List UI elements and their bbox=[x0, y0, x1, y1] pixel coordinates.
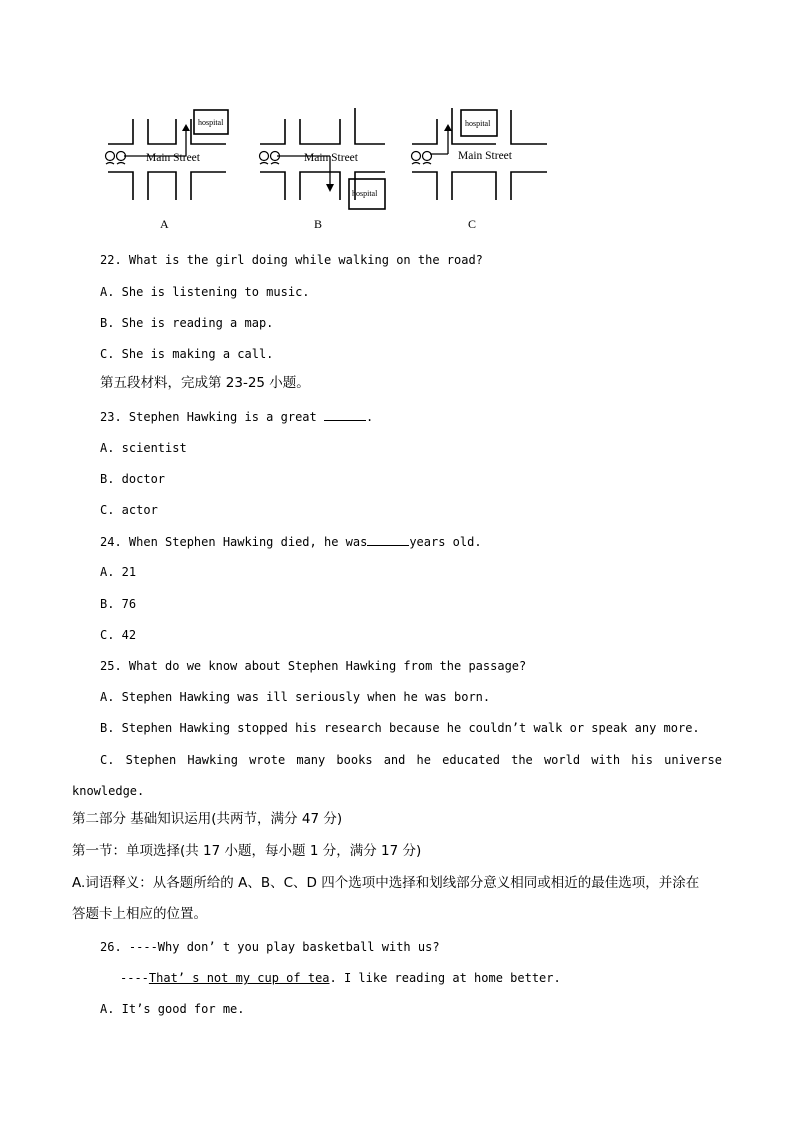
q23-option-b: B. doctor bbox=[100, 472, 166, 486]
arrow-up-icon bbox=[444, 124, 452, 131]
arrow-up-icon bbox=[182, 124, 190, 131]
q25-option-a: A. Stephen Hawking was ill seriously when he was born. bbox=[100, 690, 491, 704]
q22-option-c: C. She is making a call. bbox=[100, 347, 274, 361]
q25-option-c-continued: knowledge. bbox=[72, 784, 145, 798]
answer-blank bbox=[324, 408, 366, 421]
question-26: 26. ----Why don’ t you play basketball with us? bbox=[100, 940, 440, 954]
street-label-a: Main Street bbox=[146, 152, 200, 164]
instruction-line-1: A.词语释义：从各题所给的 A、B、C、D 四个选项中选择和划线部分意义相同或相近的最佳选项，并涂在 bbox=[72, 875, 700, 891]
question-23: 23. Stephen Hawking is a great . bbox=[100, 410, 374, 424]
street-label-c: Main Street bbox=[458, 150, 512, 162]
q25-option-c: C. Stephen Hawking wrote many books and he educated the world with his universe bbox=[100, 753, 722, 767]
hospital-label-b: hospital bbox=[352, 189, 378, 198]
option-label-c: C bbox=[468, 217, 477, 231]
q23-option-c: C. actor bbox=[100, 503, 158, 517]
street-label-b: Main Street bbox=[304, 152, 358, 164]
people-icon bbox=[260, 152, 280, 165]
hospital-label-a: hospital bbox=[198, 118, 224, 127]
section-5-heading: 第五段材料，完成第 23-25 小题。 bbox=[100, 375, 310, 391]
underlined-phrase: That’ s not my cup of tea bbox=[148, 971, 330, 985]
q24-option-a: A. 21 bbox=[100, 565, 137, 579]
q26-reply: ----That’ s not my cup of tea. I like reading at home better. bbox=[120, 971, 561, 985]
question-25: 25. What do we know about Stephen Hawking from the passage? bbox=[100, 659, 527, 673]
answer-blank bbox=[367, 533, 409, 546]
part-2-heading: 第二部分 基础知识运用(共两节，满分 47 分) bbox=[72, 811, 343, 827]
people-icon bbox=[412, 152, 432, 165]
people-icon bbox=[106, 152, 126, 165]
arrow-down-icon bbox=[326, 184, 334, 192]
map-figures bbox=[100, 104, 560, 234]
question-24: 24. When Stephen Hawking died, he was years old. bbox=[100, 535, 482, 549]
q22-option-b: B. She is reading a map. bbox=[100, 316, 274, 330]
option-label-a: A bbox=[160, 217, 169, 231]
q24-option-b: B. 76 bbox=[100, 597, 137, 611]
q23-option-a: A. scientist bbox=[100, 441, 187, 455]
question-22: 22. What is the girl doing while walking on the road? bbox=[100, 253, 483, 267]
q25-option-b: B. Stephen Hawking stopped his research because he couldn’t walk or speak any more. bbox=[100, 721, 700, 735]
section-1-heading: 第一节：单项选择(共 17 小题，每小题 1 分，满分 17 分) bbox=[72, 843, 422, 859]
q26-option-a: A. It’s good for me. bbox=[100, 1002, 245, 1016]
hospital-label-c: hospital bbox=[465, 119, 491, 128]
instruction-line-2: 答题卡上相应的位置。 bbox=[72, 906, 207, 922]
option-label-b: B bbox=[314, 217, 323, 231]
q24-option-c: C. 42 bbox=[100, 628, 137, 642]
q22-option-a: A. She is listening to music. bbox=[100, 285, 310, 299]
